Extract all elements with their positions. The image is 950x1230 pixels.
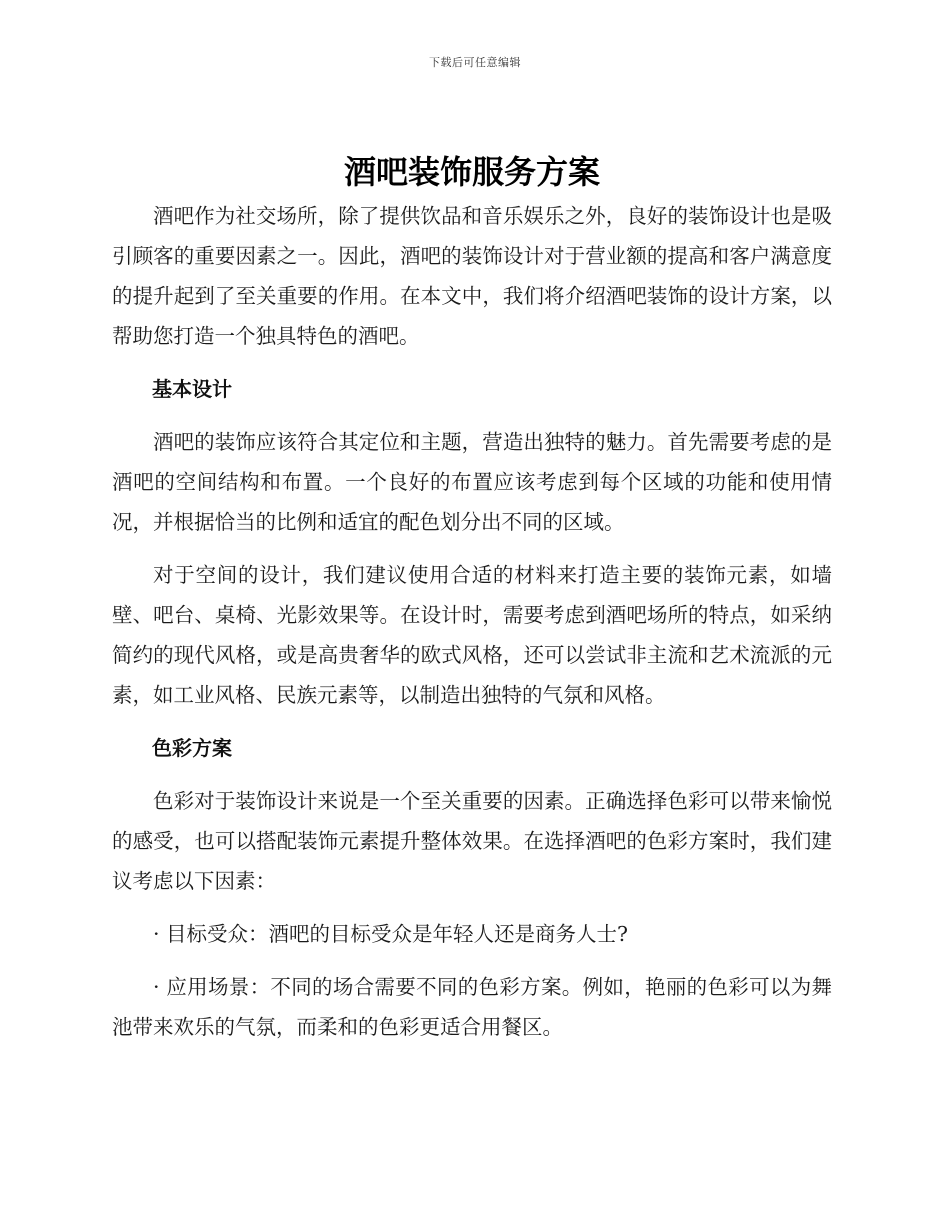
color-scheme-paragraph-1: 色彩对于装饰设计来说是一个至关重要的因素。正确选择色彩可以带来愉悦的感受，也可以搭配装饰元素提升整体效果。在选择酒吧的色彩方案时，我们建议考虑以下因素： <box>112 789 832 893</box>
section-heading-color-scheme: 色彩方案 <box>152 736 232 760</box>
document-body <box>112 150 832 1047</box>
header-note: 下载后可任意编辑 <box>429 56 521 69</box>
basic-design-paragraph-1: 酒吧的装饰应该符合其定位和主题，营造出独特的魅力。首先需要考虑的是酒吧的空间结构和布置。一个良好的布置应该考虑到每个区域的功能和使用情况，并根据恰当的比例和适宜的配色划分出不同的区域。 <box>112 430 832 534</box>
intro-paragraph: 酒吧作为社交场所，除了提供饮品和音乐娱乐之外，良好的装饰设计也是吸引顾客的重要因素之一。因此，酒吧的装饰设计对于营业额的提高和客户满意度的提升起到了至关重要的作用。在本文中，我们将介绍酒吧装饰的设计方案，以帮助您打造一个独具特色的酒吧。 <box>112 204 832 348</box>
document-title: 酒吧装饰服务方案 <box>343 153 600 191</box>
bullet-application-scene: · 应用场景：不同的场合需要不同的色彩方案。例如，艳丽的色彩可以为舞池带来欢乐的气氛，而柔和的色彩更适合用餐区。 <box>112 975 832 1039</box>
basic-design-paragraph-2: 对于空间的设计，我们建议使用合适的材料来打造主要的装饰元素，如墙壁、吧台、桌椅、光影效果等。在设计时，需要考虑到酒吧场所的特点，如采纳简约的现代风格，或是高贵奢华的欧式风格，还可以尝试非主流和艺术流派的元素，如工业风格、民族元素等，以制造出独特的气氛和风格。 <box>112 563 832 707</box>
bullet-target-audience: · 目标受众：酒吧的目标受众是年轻人还是商务人士? <box>153 922 629 946</box>
section-heading-basic-design: 基本设计 <box>152 377 232 401</box>
